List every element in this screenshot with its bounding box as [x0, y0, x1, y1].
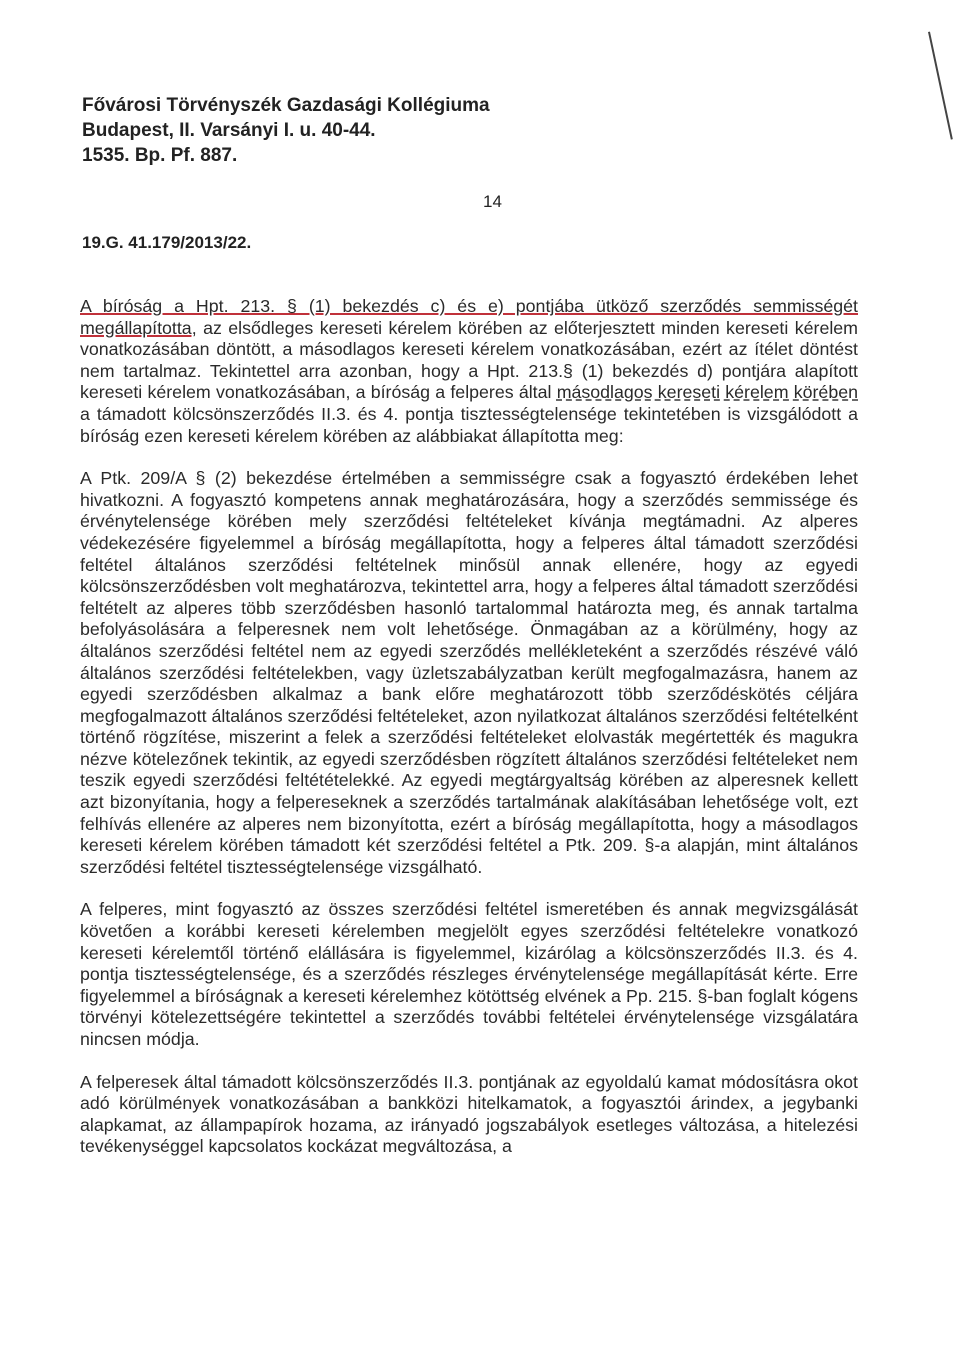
paragraph-1-text: az elsődleges kereseti kérelem körében az előterjesztett minden kereseti kérelem vonatkozásában döntött, a másodlagos kereseti kérelem vonatkozásában, ezért az ítélet döntést nem tartalmaz. Tekintettel arra azonban, hogy a Hpt. 213.§ (1) bekezdés d) pontjára alapított kereseti kérelem vonatkozásában, a bíróság a felperes által: [80, 317, 858, 403]
paragraph-2: A Ptk. 209/A § (2) bekezdése értelmében a semmisségre csak a fogyasztó érdekében lehet hivatkozni. A fogyasztó kompetens annak meghatározására, hogy a szerződés semmissége és érvénytelensége körében mely szerződési feltételeket kívánja megtámadni. Az alperes védekezésére figyelemmel a bíróság megállapította, hogy a felperes által támadott szerződési feltétel általános szerződési feltételnek minősül annak ellenére, hogy az egyedi kölcsönszerződésben volt meghatározva, tekintettel arra, hogy a felperes által támadott szerződési feltételt az alperes több szerződésben hasonló tartalommal határozta meg, és annak tartalma befolyásolására a felperesnek nem volt lehetősége. Önmagában az a körülmény, hogy az általános szerződési feltétel nem az egyedi szerződés mellékleteként a szerződés részévé váló általános szerződési feltételekben, vagy üzletszabályzatban került megfogalmazásra, hanem az egyedi szerződésben alkalmaz a bank előre meghatározott több szerződéskötés céljára megfogalmazott általános szerződési feltételeket, azon nyilatkozat általános szerződési feltételként történő rögzítése, miszerint a felek a szerződési feltételeket elolvasták megértették és magukra nézve kötelezőnek tekintik, az egyedi szerződésben rögzített általános szerződési feltételeket nem teszik egyedi szerződési feltétételekké. Az egyedi megtárgyaltság körében az alperesnek kellett azt bizonyítania, hogy a felpereseknek a szerződés tartalmának alakításában lehetősége volt, ezt felhívás ellenére az alperes nem bizonyította, ezért a bíróság megállapította, hogy a másodlagos kereseti kérelem körében támadott két szerződési feltétel a Ptk. 209. §-a alapján, mint általános szerződési feltétel tisztességtelensége vizsgálható.: [80, 468, 858, 877]
underlined-phrase-2: másodlagos kereseti kérelem körében: [556, 382, 858, 403]
paragraph-1-text-end: a támadott kölcsönszerződés II.3. és 4. pontja tisztességtelensége tekintetében is vizsgálódott a bíróság ezen kereseti kérelem körében az alábbiakat állapította meg:: [80, 403, 858, 446]
paragraph-1: [80, 296, 858, 447]
court-address: Budapest, II. Varsányi I. u. 40-44.: [82, 120, 376, 141]
document-body: [80, 296, 858, 1179]
court-name: Fővárosi Törvényszék Gazdasági Kollégiuma: [82, 95, 490, 116]
scan-artifact-line: [928, 32, 953, 140]
underlined-phrase: A bíróság a Hpt. 213. § (1) bekezdés c) és e) pontjába ütköző szerződés semmisségét megállapította,: [80, 296, 858, 338]
court-postal-address: 1535. Bp. Pf. 887.: [82, 145, 238, 166]
paragraph-4: A felperesek által támadott kölcsönszerződés II.3. pontjának az egyoldalú kamat módosításra okot adó körülmények vonatkozásában a bankközi hitelkamatok, a fogyasztói árindex, a jegybanki alapkamat, az állampapírok hozama, az irányadó jogszabályok esetleges változása, a hitelezési tevékenységgel kapcsolatos kockázat megváltozása, a: [80, 1071, 858, 1157]
paragraph-3: A felperes, mint fogyasztó az összes szerződési feltétel ismeretében és annak megvizsgálását követően a korábbi kereseti kérelemben megjelölt egyes szerződési feltételekre vonatkozó kereseti kérelemtől történő elállására is figyelemmel, kizárólag a kölcsönszerződés II.3. és 4. pontja tisztességtelensége, és a szerződés részleges érvénytelensége megállapítását kérte. Erre figyelemmel a bíróságnak a kereseti kérelemhez kötöttség elvének a Pp. 215. §-ban foglalt kógens törvényi kötelezettségére tekintettel a szerződés további feltételei érvénytelensége vizsgálatára nincsen módja.: [80, 899, 858, 1049]
page-number: 14: [483, 192, 502, 211]
court-header: [82, 93, 490, 168]
case-number: 19.G. 41.179/2013/22.: [82, 233, 252, 252]
